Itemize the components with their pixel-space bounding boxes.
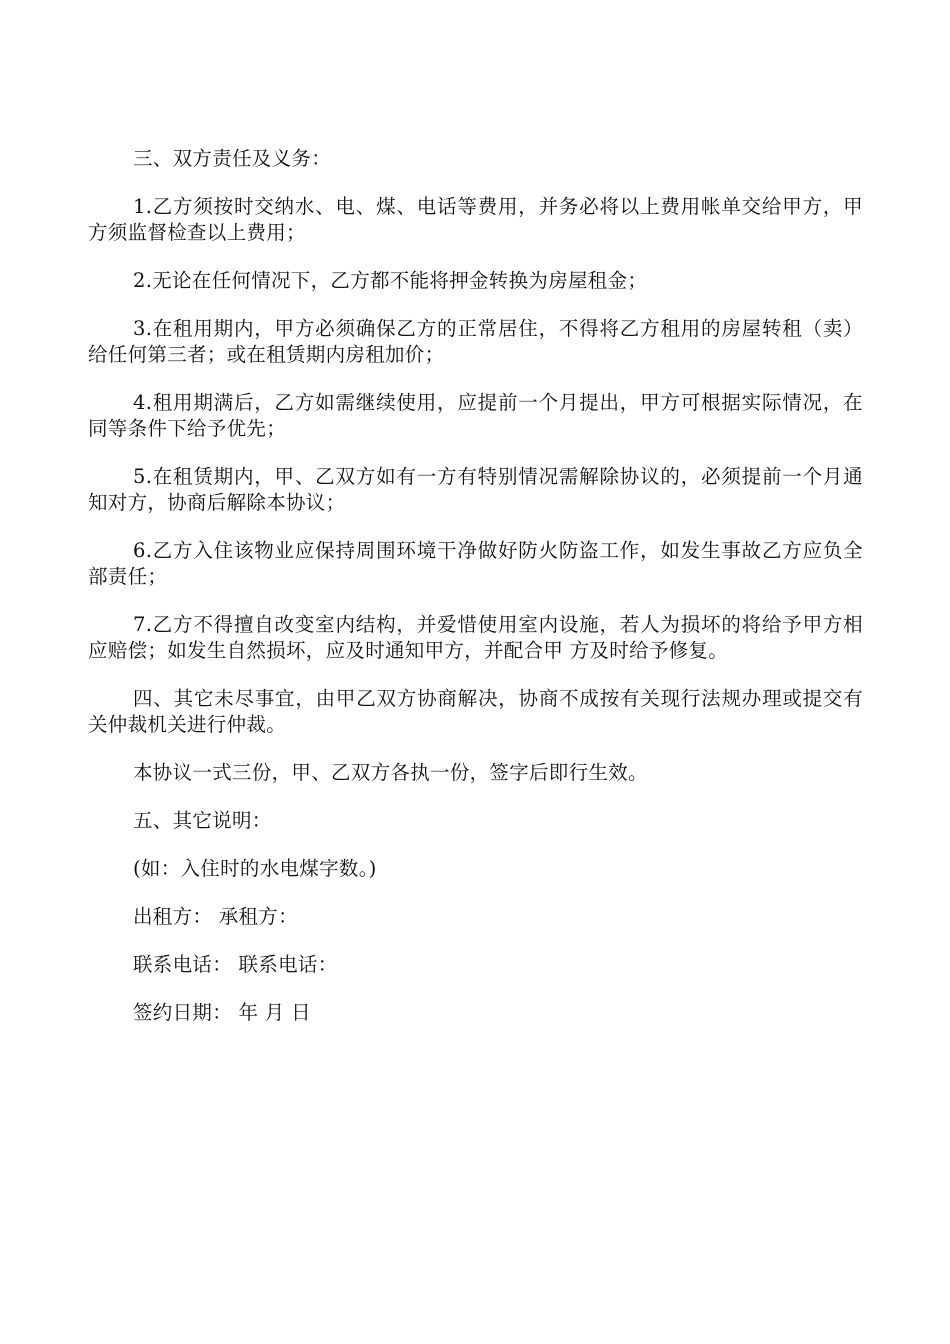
copies-statement: 本协议一式三份，甲、乙双方各执一份，签字后即行生效。: [133, 761, 648, 784]
section-4: 四、其它未尽事宜，由甲乙双方协商解决，协商不成按有关现行法规办理或提交有关仲裁机关进行仲裁。: [88, 687, 863, 736]
clause-4: 4.租用期满后，乙方如需继续使用，应提前一个月提出，甲方可根据实际情况，在同等条件下给予优先；: [88, 391, 863, 440]
signature-date: 签约日期： 年 月 日: [133, 1001, 311, 1024]
section-5-heading: 五、其它说明：: [133, 809, 272, 832]
clause-5: 5.在租赁期内，甲、乙双方如有一方有特别情况需解除协议的，必须提前一个月通知对方，协商后解除本协议；: [88, 465, 863, 514]
clause-7: 7.乙方不得擅自改变室内结构，并爱惜使用室内设施，若人为损坏的将给予甲方相应赔偿；如发生自然损坏，应及时通知甲方，并配合甲 方及时给予修复。: [88, 613, 863, 662]
signature-parties: 出租方： 承租方：: [133, 905, 298, 928]
clause-1: 1.乙方须按时交纳水、电、煤、电话等费用，并务必将以上费用帐单交给甲方，甲方须监督检查以上费用；: [88, 195, 863, 244]
clause-2: 2.无论在任何情况下，乙方都不能将押金转换为房屋租金；: [133, 269, 648, 292]
section-3-heading: 三、双方责任及义务：: [133, 147, 332, 170]
document-body: [88, 146, 863, 1048]
other-notes: (如：入住时的水电煤字数。): [133, 857, 377, 880]
signature-phones: 联系电话： 联系电话：: [133, 953, 338, 976]
clause-3: 3.在租用期内，甲方必须确保乙方的正常居住，不得将乙方租用的房屋转租（卖）给任何第三者；或在租赁期内房租加价；: [88, 317, 863, 366]
clause-6: 6.乙方入住该物业应保持周围环境干净做好防火防盗工作，如发生事故乙方应负全部责任；: [88, 539, 863, 588]
